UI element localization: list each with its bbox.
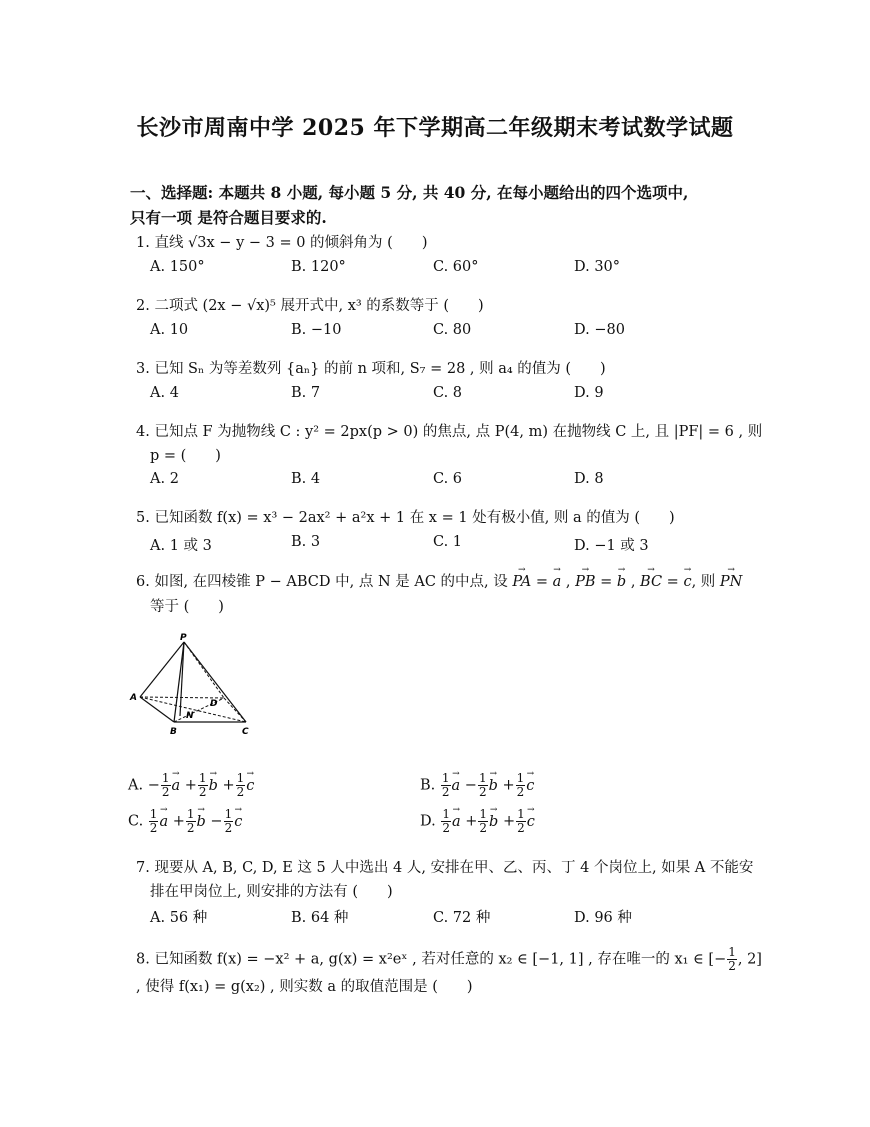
vector-pb: → PB bbox=[575, 574, 595, 590]
question-4-option-b: B. 4 bbox=[291, 471, 321, 487]
vector-pa: → PA bbox=[512, 574, 531, 590]
page-title: 长沙市周南中学 2025 年下学期高二年级期末考试数学试题 bbox=[136, 115, 734, 141]
option-a-label: A. bbox=[128, 777, 144, 794]
fraction-denominator: 2 bbox=[161, 785, 170, 799]
question-6-stem-line1: 6. 如图, 在四棱锥 P − ABCD 中, 点 N 是 AC 的中点, 设 → PA = → a , → PB = → b , → BC = → c, 则 → PN bbox=[136, 570, 742, 591]
question-5-option-d: D. −1 或 3 bbox=[574, 538, 649, 554]
question-4-option-d: D. 8 bbox=[574, 471, 604, 487]
vector-a: → a bbox=[553, 574, 562, 590]
question-5-option-a: A. 1 或 3 bbox=[150, 538, 212, 554]
plus-sign: + bbox=[222, 777, 235, 794]
question-1-option-a: A. 150° bbox=[150, 259, 205, 275]
question-5-option-c: C. 1 bbox=[433, 534, 463, 550]
question-2-option-a: A. 10 bbox=[150, 322, 189, 338]
question-7-option-b: B. 64 种 bbox=[291, 910, 349, 926]
equals-sign: = bbox=[531, 574, 553, 590]
fraction-denominator: 2 bbox=[198, 785, 207, 799]
section-heading-line1: 一、选择题: 本题共 8 小题, 每小题 5 分, 共 40 分, 在每小题给出的四个选项中, bbox=[130, 183, 689, 202]
question-1-stem: 1. 直线 √3x − y − 3 = 0 的倾斜角为 ( ) bbox=[136, 235, 428, 251]
vertex-label-b: B bbox=[170, 727, 177, 737]
question-5-stem: 5. 已知函数 f(x) = x³ − 2ax² + a²x + 1 在 x = 1 处有极小值, 则 a 的值为 ( ) bbox=[136, 510, 675, 526]
fraction-denominator: 2 bbox=[186, 821, 195, 835]
question-2-option-b: B. −10 bbox=[291, 322, 342, 338]
fraction-numerator: 1 bbox=[479, 807, 488, 821]
question-6-stem-text: 6. 如图, 在四棱锥 P − ABCD 中, 点 N 是 AC 的中点, 设 bbox=[136, 574, 508, 590]
section-heading-line2: 只有一项 是符合题目要求的. bbox=[130, 208, 327, 227]
equals-sign: = bbox=[595, 574, 617, 590]
fraction-half bbox=[186, 808, 196, 835]
option-c-label: C. bbox=[128, 813, 144, 830]
question-1-option-c: C. 60° bbox=[433, 259, 479, 275]
fraction-half bbox=[441, 808, 451, 835]
interval-close: , 2] bbox=[737, 951, 762, 968]
fraction-numerator: 1 bbox=[516, 771, 525, 785]
fraction-half bbox=[224, 808, 234, 835]
question-7-option-d: D. 96 种 bbox=[574, 910, 632, 926]
plus-sign: + bbox=[184, 777, 197, 794]
fraction-numerator: 1 bbox=[517, 807, 525, 821]
question-1-option-d: D. 30° bbox=[574, 259, 621, 275]
then-text: , 则 bbox=[691, 574, 716, 590]
question-1-option-b: B. 120° bbox=[291, 259, 346, 275]
question-7-stem-line1: 7. 现要从 A, B, C, D, E 这 5 人中选出 4 人, 安排在甲、乙、丙、丁 4 个岗位上, 如果 A 不能安 bbox=[136, 860, 754, 876]
vector-pn: → PN bbox=[720, 574, 742, 590]
question-3-option-c: C. 8 bbox=[433, 385, 463, 401]
fraction-denominator: 2 bbox=[442, 821, 450, 835]
vector-c: → c bbox=[234, 814, 242, 830]
fraction-half bbox=[161, 772, 171, 799]
question-2-option-d: D. −80 bbox=[574, 322, 625, 338]
question-2-option-c: C. 80 bbox=[433, 322, 472, 338]
fraction-denominator: 2 bbox=[441, 785, 450, 799]
option-b-label: B. bbox=[420, 777, 436, 794]
vector-a: → a bbox=[172, 778, 181, 794]
question-8-stem-line1 bbox=[136, 946, 762, 973]
fraction-half bbox=[727, 946, 737, 973]
fraction-denominator: 2 bbox=[479, 821, 488, 835]
vector-b: → b bbox=[209, 778, 218, 794]
vector-a: → a bbox=[159, 814, 168, 830]
plus-sign: + bbox=[502, 813, 516, 830]
question-8-stem-line2: , 使得 f(x₁) = g(x₂) , 则实数 a 的取值范围是 ( ) bbox=[136, 979, 473, 995]
question-6-option-d bbox=[420, 808, 535, 835]
question-7-option-a: A. 56 种 bbox=[150, 910, 208, 926]
vector-bc: → BC bbox=[640, 574, 662, 590]
fraction-denominator: 2 bbox=[517, 821, 525, 835]
fraction-numerator: 1 bbox=[161, 771, 170, 785]
question-2-stem: 2. 二项式 (2x − √x)⁵ 展开式中, x³ 的系数等于 ( ) bbox=[136, 298, 484, 314]
fraction-numerator: 1 bbox=[478, 771, 487, 785]
interval-open: [− bbox=[708, 951, 727, 968]
minus-sign: − bbox=[210, 813, 223, 830]
question-4-stem-line1: 4. 已知点 F 为抛物线 C : y² = 2px(p > 0) 的焦点, 点 P(4, m) 在抛物线 C 上, 且 |PF| = 6 , 则 bbox=[136, 424, 763, 440]
fraction-half bbox=[516, 808, 526, 835]
question-3-option-d: D. 9 bbox=[574, 385, 604, 401]
plus-sign: + bbox=[465, 813, 478, 830]
fraction-denominator: 2 bbox=[236, 785, 245, 799]
plus-sign: + bbox=[502, 777, 515, 794]
fraction-denominator: 2 bbox=[224, 821, 233, 835]
vertex-label-p: P bbox=[180, 633, 187, 643]
option-d-label: D. bbox=[420, 813, 436, 830]
vector-b: → b bbox=[489, 778, 498, 794]
question-6-option-c bbox=[128, 808, 242, 835]
fraction-denominator: 2 bbox=[516, 785, 525, 799]
vector-a: → a bbox=[452, 814, 461, 830]
fraction-half bbox=[198, 772, 208, 799]
fraction-half bbox=[478, 772, 488, 799]
question-6-option-b bbox=[420, 772, 534, 799]
fraction-numerator: 1 bbox=[149, 807, 158, 821]
vector-c: → c bbox=[526, 778, 534, 794]
fraction-numerator: 1 bbox=[224, 807, 233, 821]
vector-c: → c bbox=[246, 778, 254, 794]
fraction-denominator: 2 bbox=[478, 785, 487, 799]
fraction-numerator: 1 bbox=[728, 945, 736, 959]
fraction-half bbox=[236, 772, 246, 799]
question-6-stem-line2: 等于 ( ) bbox=[150, 599, 224, 615]
question-6-option-a bbox=[128, 772, 254, 799]
fraction-numerator: 1 bbox=[442, 807, 450, 821]
vector-b: → b bbox=[489, 814, 498, 830]
fraction-numerator: 1 bbox=[198, 771, 207, 785]
fraction-numerator: 1 bbox=[186, 807, 195, 821]
vertex-label-c: C bbox=[242, 727, 249, 737]
fraction-numerator: 1 bbox=[236, 771, 245, 785]
question-5-option-b: B. 3 bbox=[291, 534, 321, 550]
question-4-option-c: C. 6 bbox=[433, 471, 463, 487]
equals-sign: = bbox=[662, 574, 684, 590]
fraction-denominator: 2 bbox=[728, 959, 736, 973]
vector-c: → c bbox=[683, 574, 691, 590]
plus-sign: + bbox=[172, 813, 185, 830]
question-4-stem-line2: p = ( ) bbox=[150, 448, 221, 464]
fraction-numerator: 1 bbox=[441, 771, 450, 785]
fraction-half bbox=[516, 772, 526, 799]
pyramid-figure bbox=[128, 630, 258, 740]
fraction-half bbox=[149, 808, 159, 835]
vertex-label-d: D bbox=[210, 699, 218, 709]
question-7-option-c: C. 72 种 bbox=[433, 910, 491, 926]
question-3-option-b: B. 7 bbox=[291, 385, 321, 401]
question-4-option-a: A. 2 bbox=[150, 471, 179, 487]
minus-sign: − bbox=[464, 777, 477, 794]
question-3-stem: 3. 已知 Sₙ 为等差数列 {aₙ} 的前 n 项和, S₇ = 28 , 则 a₄ 的值为 ( ) bbox=[136, 361, 606, 377]
fraction-half bbox=[478, 808, 488, 835]
vertex-label-a: A bbox=[130, 693, 137, 703]
vertex-label-n: N bbox=[186, 711, 194, 721]
vector-b: → b bbox=[197, 814, 206, 830]
minus-sign: − bbox=[147, 777, 160, 794]
fraction-denominator: 2 bbox=[149, 821, 158, 835]
question-7-stem-line2: 排在甲岗位上, 则安排的方法有 ( ) bbox=[150, 884, 393, 900]
vector-b: → b bbox=[617, 574, 626, 590]
vector-c: → c bbox=[527, 814, 535, 830]
question-3-option-a: A. 4 bbox=[150, 385, 179, 401]
question-8-stem-text: 8. 已知函数 f(x) = −x² + a, g(x) = x²eˣ , 若对任意的 x₂ ∈ [−1, 1] , 存在唯一的 x₁ ∈ bbox=[136, 951, 704, 968]
vector-a: → a bbox=[452, 778, 461, 794]
fraction-half bbox=[441, 772, 451, 799]
